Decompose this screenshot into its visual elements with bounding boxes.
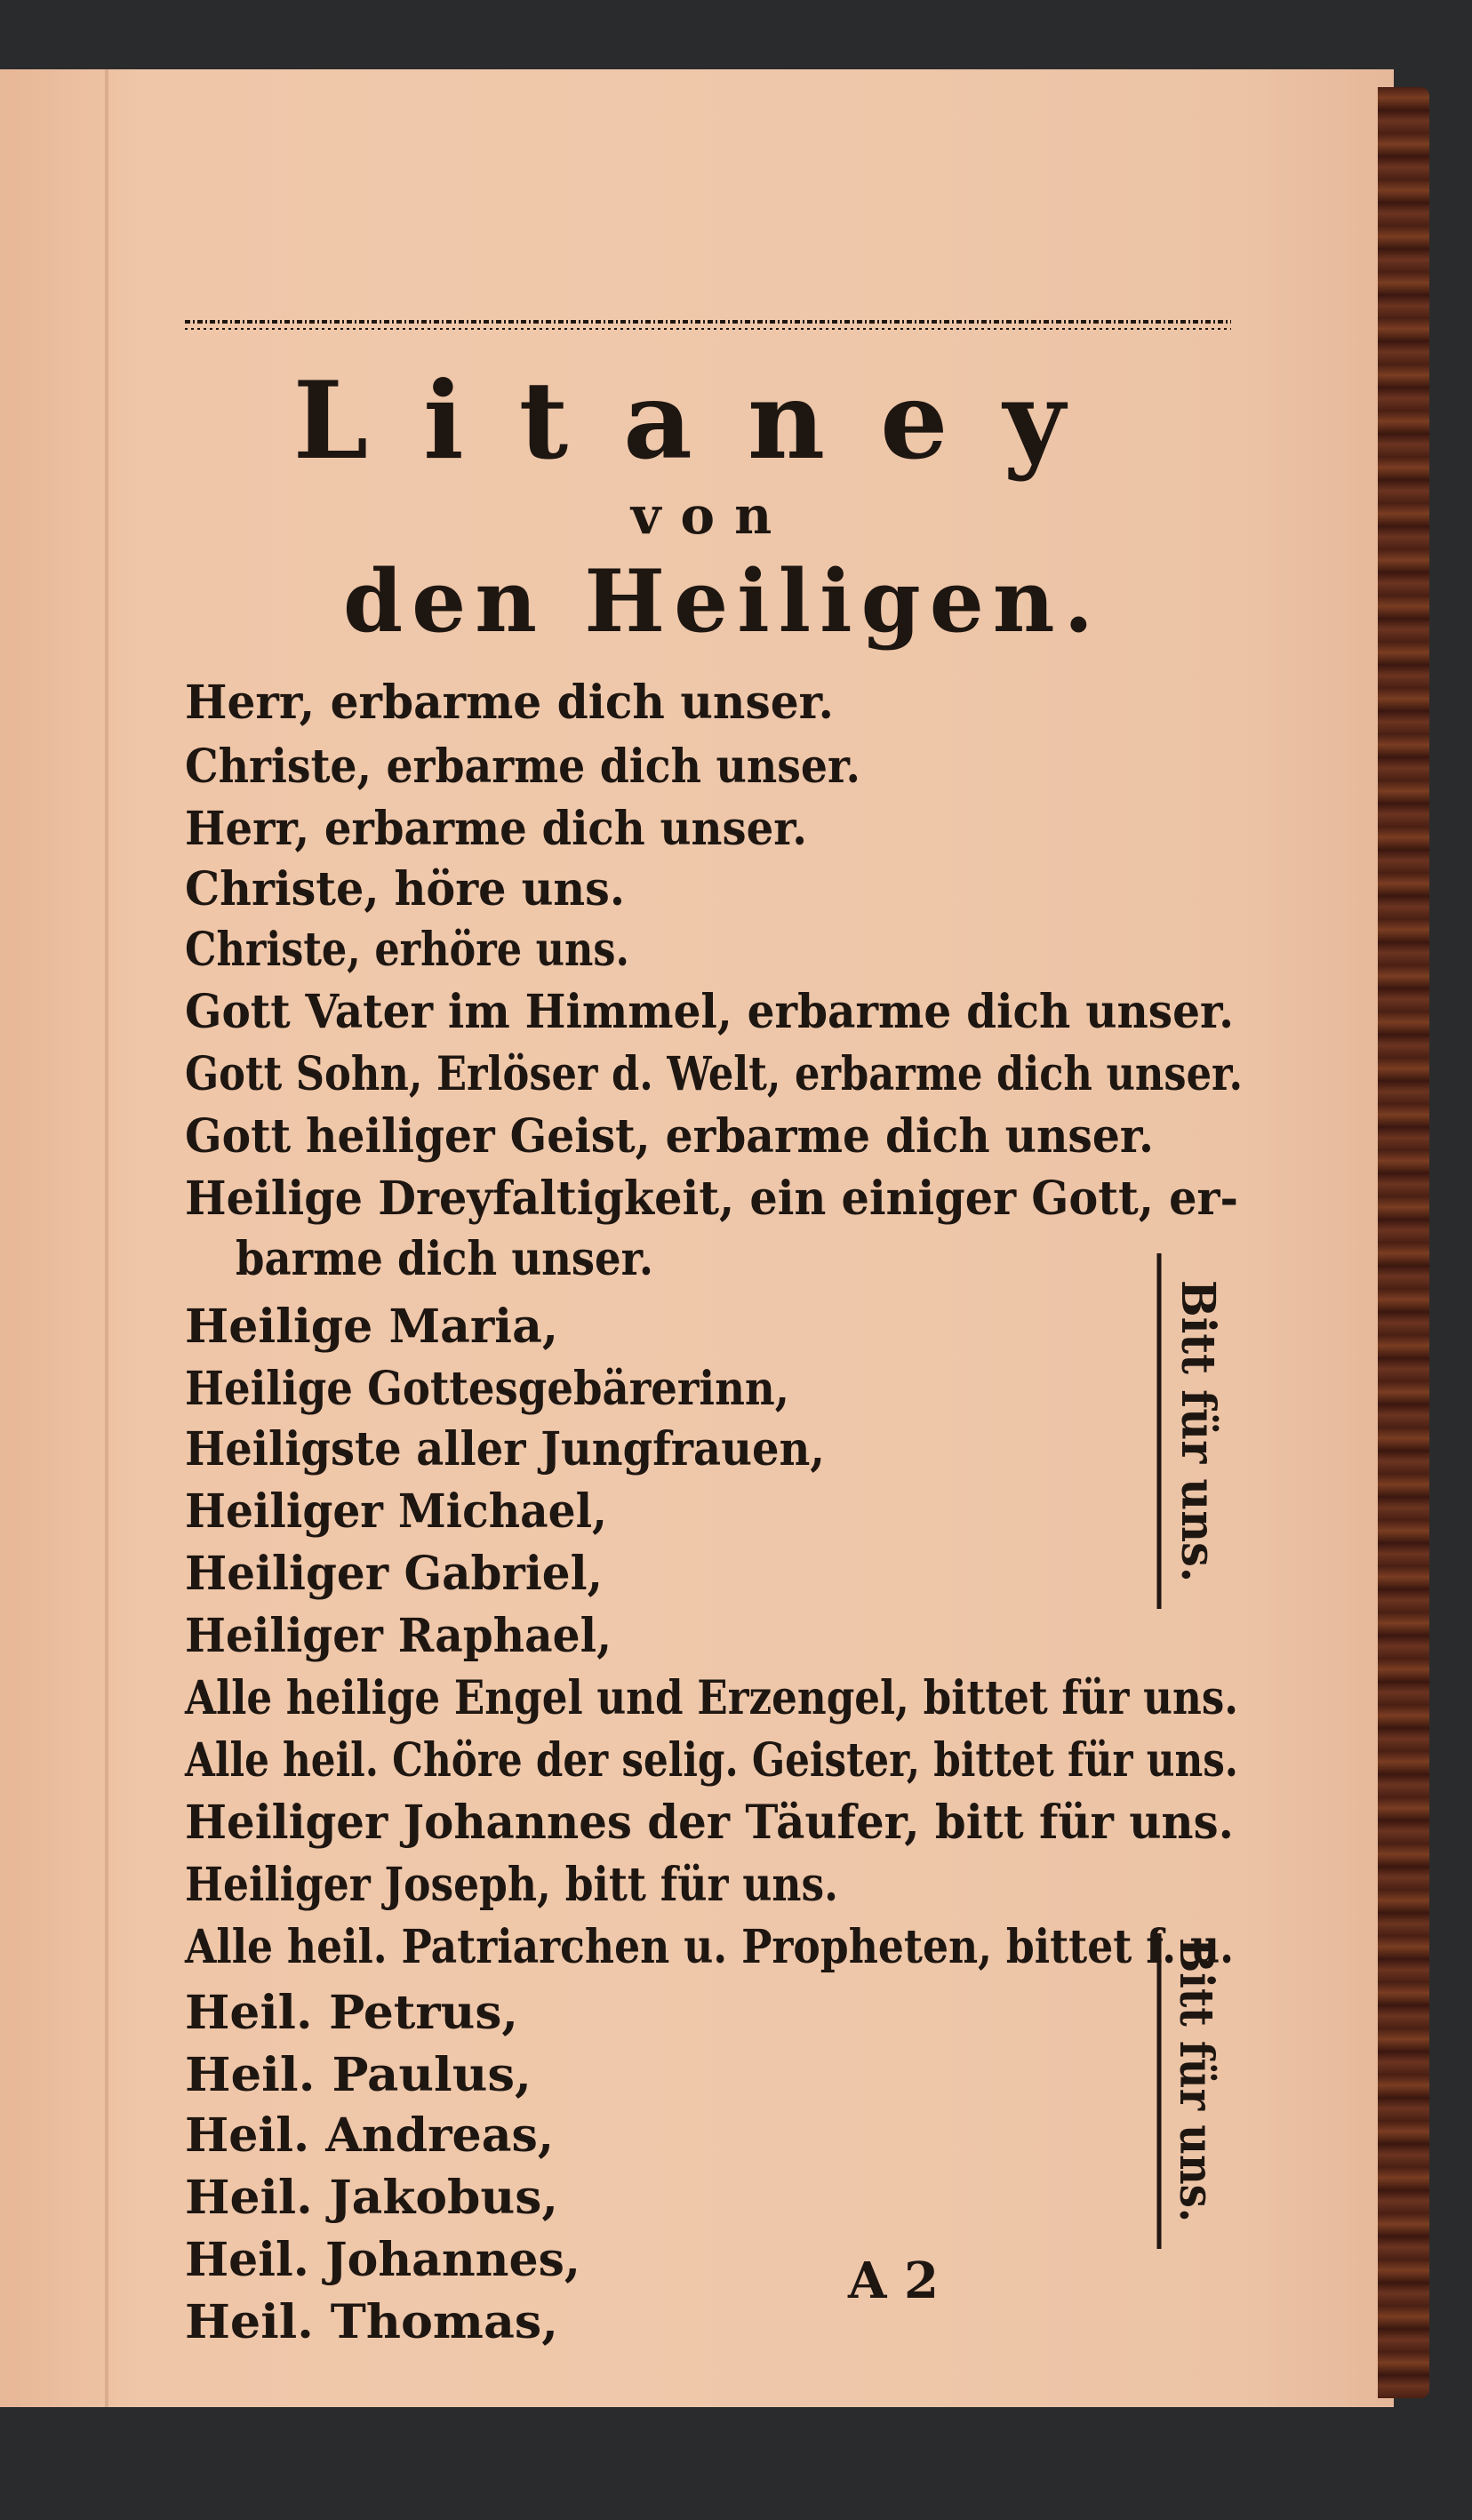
group2-item: Heil. Andreas, — [185, 2108, 554, 2163]
invocation-line: Heilige Dreyfaltigkeit, ein einiger Gott, er- — [185, 1172, 1238, 1226]
invocation-line: Christe, höre uns. — [185, 862, 625, 916]
group1-item: Heiliger Gabriel, — [185, 1547, 603, 1601]
ornamental-rule — [185, 322, 1231, 329]
middle-line: Heiliger Johannes der Täufer, bitt für uns. — [185, 1796, 1234, 1850]
group1-item: Heiliger Michael, — [185, 1484, 607, 1539]
title-von: von — [630, 485, 792, 546]
middle-line: Alle heilige Engel und Erzengel, bittet für uns. — [184, 1671, 1239, 1725]
invocations-block — [185, 676, 1243, 1286]
group1-item: Heiliger Raphael, — [185, 1609, 612, 1663]
group2-item: Heil. Petrus, — [185, 1986, 518, 2040]
middle-block — [184, 1671, 1238, 1974]
group2-item: Heil. Thomas, — [185, 2295, 558, 2349]
group2-item: Heil. Johannes, — [185, 2233, 580, 2287]
group2-response: Bitt für uns. — [1169, 1938, 1223, 2257]
group2-item: Heil. Jakobus, — [185, 2171, 558, 2225]
invocation-line: Gott Sohn, Erlöser d. Welt, erbarme dich unser. — [185, 1047, 1243, 1101]
group2-item: Heil. Paulus, — [185, 2048, 532, 2102]
invocation-line: Gott heiliger Geist, erbarme dich unser. — [185, 1109, 1154, 1164]
group1-item: Heiligste aller Jungfrauen, — [185, 1422, 825, 1476]
signature-mark: A 2 — [848, 2252, 939, 2310]
group1-item: Heilige Gottesgebärerinn, — [185, 1362, 789, 1416]
title-den-heiligen: den Heiligen. — [342, 551, 1103, 652]
invocation-line: barme dich unser. — [236, 1232, 653, 1286]
invocation-line: Herr, erbarme dich unser. — [185, 802, 807, 856]
middle-line: Heiliger Joseph, bitt für uns. — [185, 1858, 838, 1912]
group1-item: Heilige Maria, — [185, 1300, 558, 1354]
middle-line: Alle heil. Chöre der selig. Geister, bittet für uns. — [184, 1733, 1238, 1788]
invocation-line: Christe, erbarme dich unser. — [185, 740, 860, 794]
invocation-line: Gott Vater im Himmel, erbarme dich unser. — [185, 985, 1234, 1039]
group1-response: Bitt für uns. — [1171, 1280, 1225, 1599]
litany-group-1 — [185, 1253, 1225, 1663]
litany-group-2 — [185, 1933, 1223, 2349]
title-litaney: Litaney — [292, 358, 1121, 484]
middle-line: Alle heil. Patriarchen u. Propheten, bittet f. u. — [184, 1920, 1234, 1974]
invocation-line: Christe, erhöre uns. — [185, 923, 629, 977]
invocation-line: Herr, erbarme dich unser. — [185, 676, 834, 730]
